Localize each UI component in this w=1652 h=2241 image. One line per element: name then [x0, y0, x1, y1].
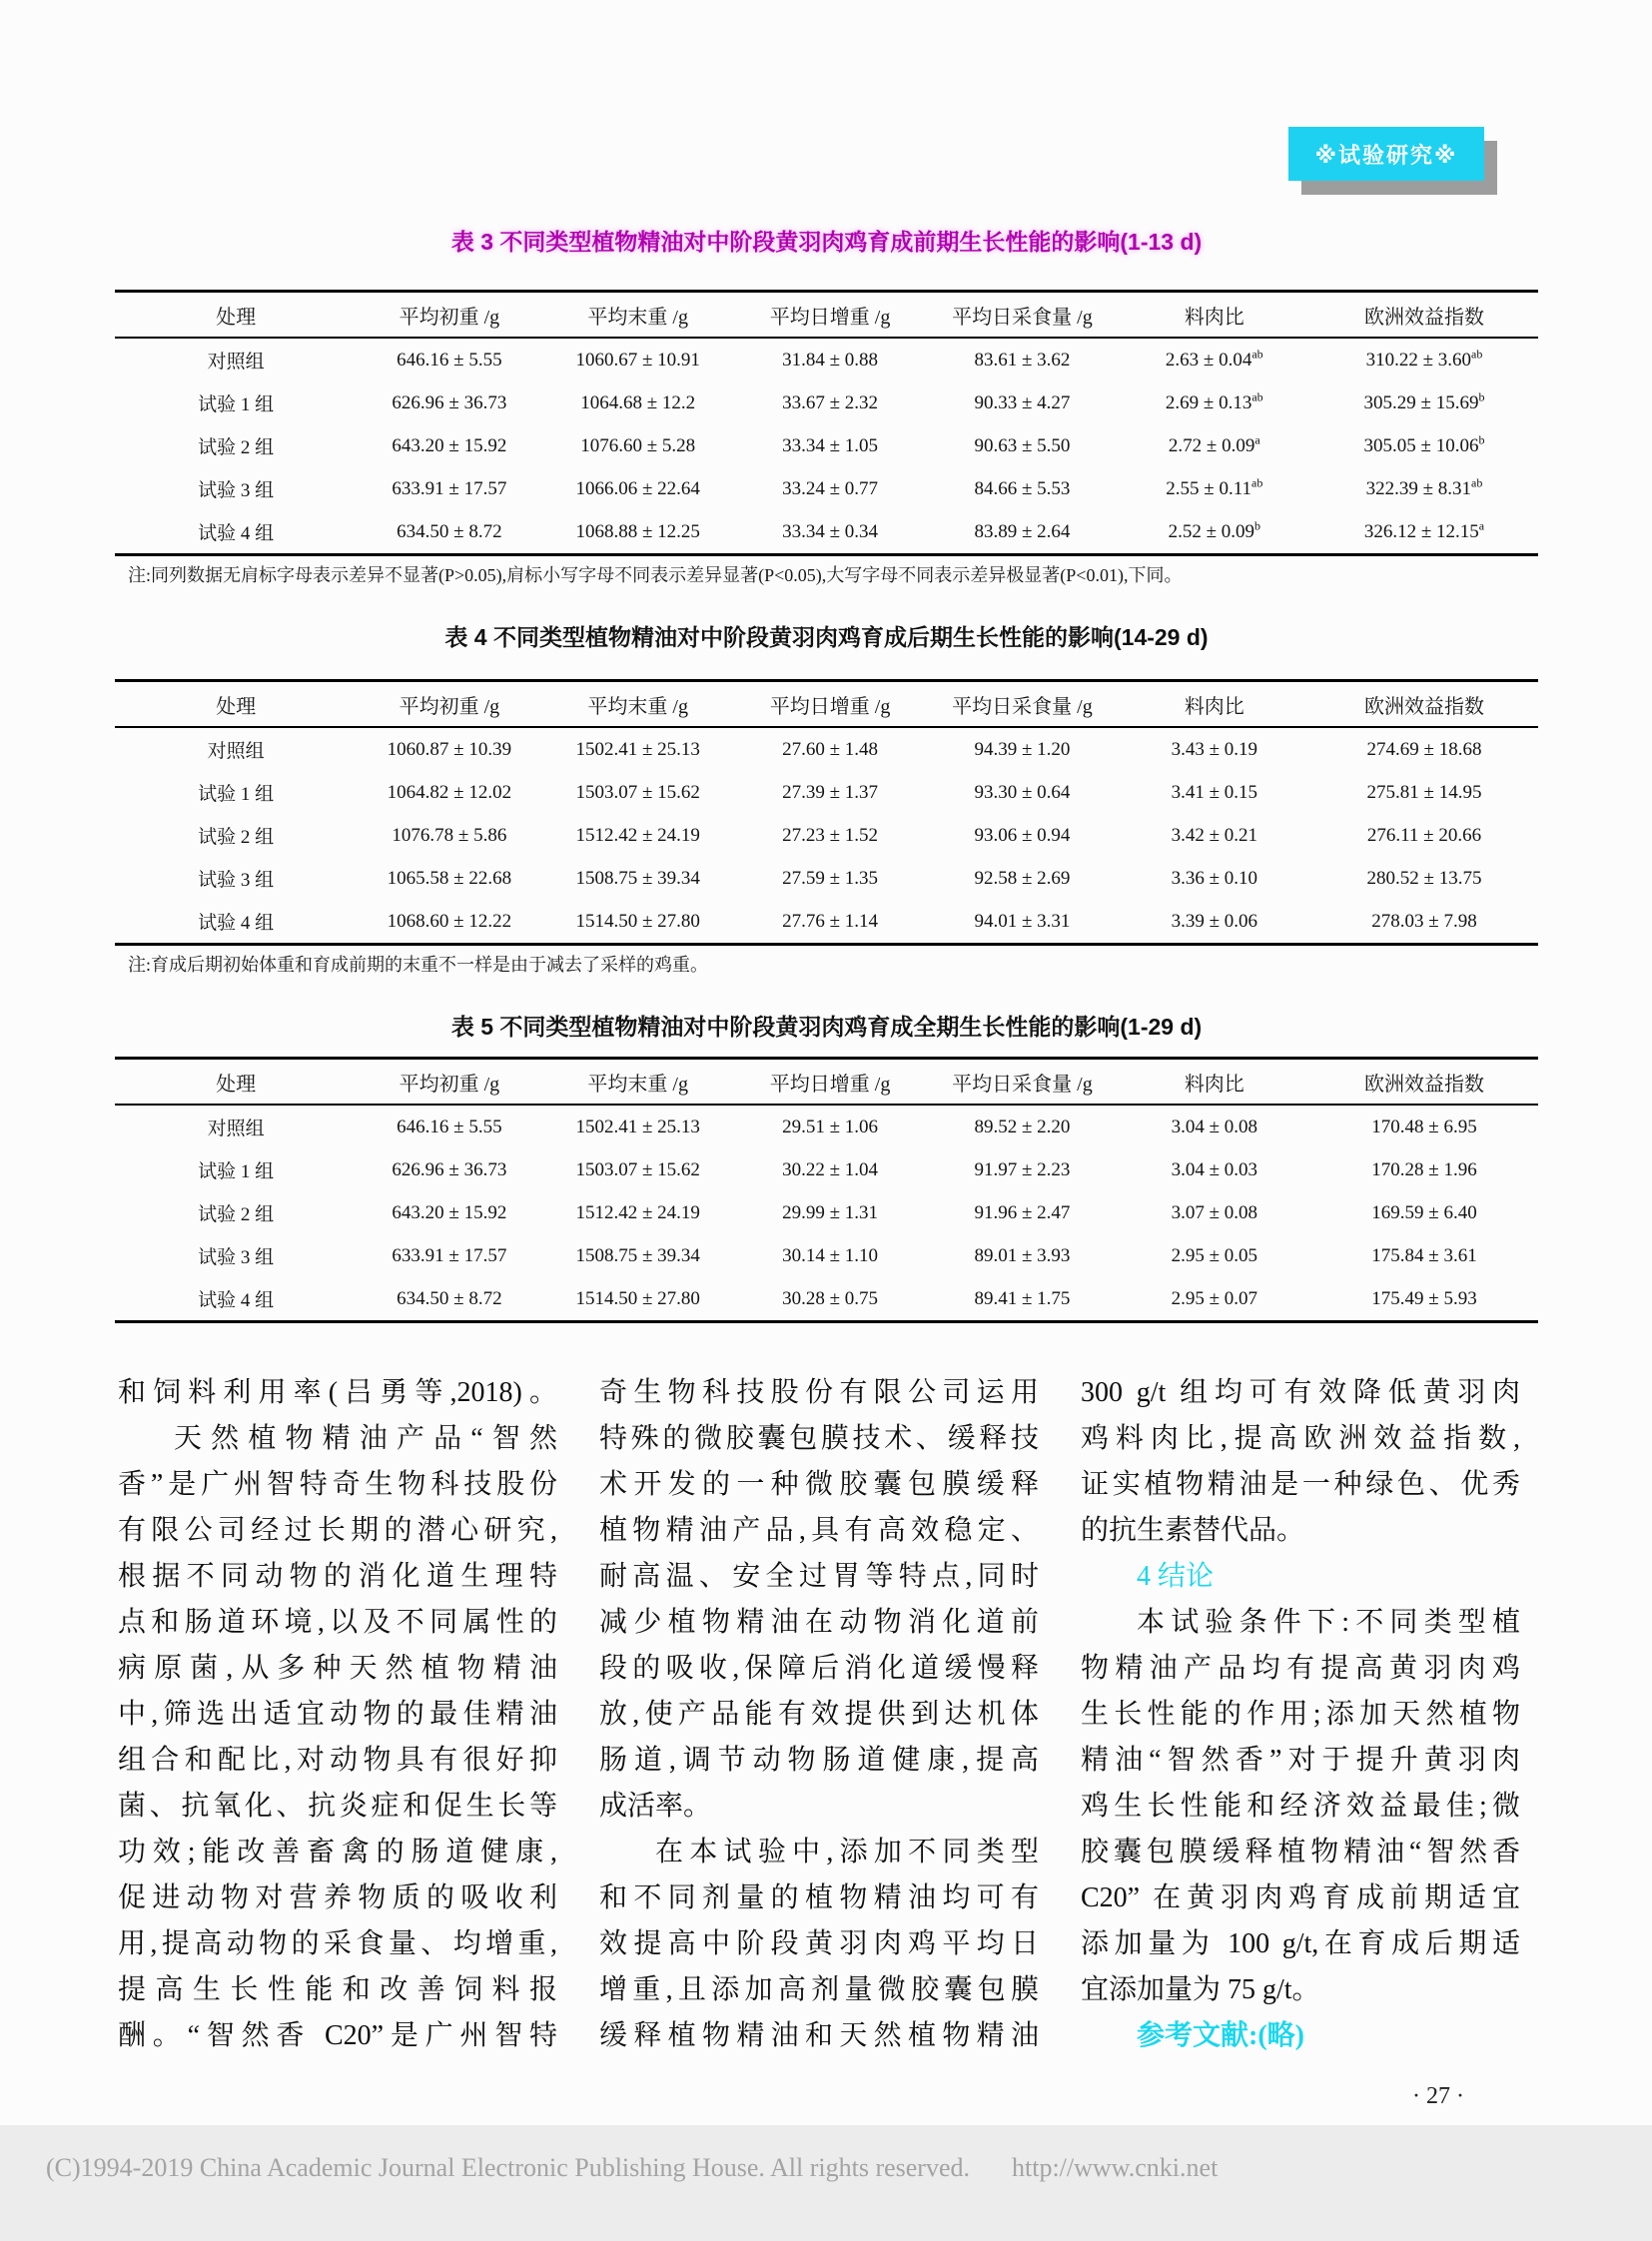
- body-line: 植物精油产品,具有高效稳定、: [599, 1515, 1039, 1546]
- body-line: 中,筛选出适宜动物的最佳精油: [118, 1699, 557, 1730]
- table-cell: 3.04 ± 0.03: [1171, 1158, 1258, 1180]
- table-cell: 试验 3 组: [198, 480, 275, 501]
- table-cell: 27.76 ± 1.14: [782, 910, 879, 932]
- table4-note: 注:育成后期初始体重和育成前期的末重不一样是由于减去了采样的鸡重。: [128, 955, 708, 975]
- table-cell: 275.81 ± 14.95: [1366, 781, 1482, 803]
- body-line: 香”是广州智特奇生物科技股份: [118, 1469, 557, 1500]
- table-cell: 1064.68 ± 12.2: [580, 391, 696, 413]
- body-line: 添加量为 100 g/t,在育成后期适: [1081, 1928, 1520, 1959]
- table-cell: 1502.41 ± 25.13: [575, 1116, 700, 1137]
- table-cell: 1068.88 ± 12.25: [575, 520, 700, 542]
- table3: [115, 290, 1538, 556]
- table-row: [115, 727, 1538, 771]
- column-header: 平均日增重 /g: [734, 1059, 926, 1106]
- footer-url: http://www.cnki.net: [1012, 2153, 1219, 2182]
- body-line: 组合和配比,对动物具有很好抑: [118, 1745, 557, 1776]
- section-heading: 参考文献:(略): [1137, 2020, 1304, 2051]
- table-cell: 1068.60 ± 12.22: [387, 910, 512, 932]
- table-cell: 2.63 ± 0.04$^{ab}$: [1165, 347, 1263, 371]
- body-line: 物精油产品均有提高黄羽肉鸡: [1081, 1653, 1520, 1684]
- copyright-text: (C)1994-2019 China Academic Journal Electronic Publishing House. All rights reserved.: [46, 2153, 970, 2182]
- table3-note: 注:同列数据无肩标字母表示差异不显著(P>0.05),肩标小写字母不同表示差异显著(P<0.05),大写字母不同表示差异极显著(P<0.01),下同。: [128, 565, 1183, 585]
- table-cell: 175.49 ± 5.93: [1371, 1287, 1477, 1309]
- table-row: [115, 467, 1538, 510]
- body-line: 精油“智然香”对于提升黄羽肉: [1081, 1745, 1520, 1776]
- table-cell: 试验 2 组: [198, 1204, 275, 1225]
- column-header: 料肉比: [1119, 292, 1310, 339]
- table-cell: 1508.75 ± 39.34: [575, 867, 700, 889]
- body-line: 耐高温、安全过胃等特点,同时: [599, 1561, 1039, 1592]
- table-cell: 1503.07 ± 15.62: [575, 1158, 700, 1180]
- table-cell: 89.52 ± 2.20: [974, 1116, 1071, 1137]
- table-cell: 1076.60 ± 5.28: [580, 434, 696, 456]
- table-cell: 33.34 ± 1.05: [782, 434, 879, 456]
- table-cell: 1502.41 ± 25.13: [575, 738, 700, 760]
- table-cell: 2.55 ± 0.11$^{ab}$: [1166, 475, 1263, 499]
- table-cell: 3.07 ± 0.08: [1171, 1201, 1258, 1223]
- body-line: 术开发的一种微胶囊包膜缓释: [599, 1469, 1039, 1500]
- table-cell: 93.06 ± 0.94: [974, 824, 1071, 846]
- column-header: 平均日采食量 /g: [926, 292, 1118, 339]
- body-line: 菌、抗氧化、抗炎症和促生长等: [118, 1791, 557, 1822]
- body-line: 成活率。: [599, 1791, 712, 1822]
- body-line: 促进动物对营养物质的吸收利: [118, 1882, 557, 1913]
- footer-band: [0, 2125, 1652, 2241]
- column-header: 平均初重 /g: [357, 292, 541, 339]
- table-cell: 646.16 ± 5.55: [397, 1116, 502, 1137]
- section-badge-label: ※试验研究※: [1314, 142, 1458, 168]
- table-cell: 634.50 ± 8.72: [397, 1287, 502, 1309]
- column-header: 欧洲效益指数: [1310, 292, 1538, 339]
- body-line: 病原菌,从多种天然植物精油: [118, 1653, 557, 1684]
- table-cell: 33.67 ± 2.32: [782, 391, 879, 413]
- table-row: [115, 338, 1538, 381]
- table-cell: 89.01 ± 3.93: [974, 1244, 1071, 1266]
- column-header: 处理: [115, 681, 357, 728]
- column-header: 平均日增重 /g: [734, 292, 926, 339]
- column-header: 平均日采食量 /g: [926, 1059, 1118, 1106]
- table-cell: 83.61 ± 3.62: [974, 349, 1071, 371]
- table-cell: 1065.58 ± 22.68: [387, 867, 512, 889]
- table-cell: 278.03 ± 7.98: [1371, 910, 1477, 932]
- table-cell: 3.04 ± 0.08: [1171, 1116, 1258, 1137]
- body-line: 和不同剂量的植物精油均可有: [599, 1882, 1039, 1913]
- table-cell: 试验 2 组: [198, 827, 275, 848]
- table-cell: 643.20 ± 15.92: [392, 1201, 507, 1223]
- body-line: 有限公司经过长期的潜心研究,: [118, 1515, 557, 1546]
- body-line: 提高生长性能和改善饲料报: [118, 1974, 557, 2005]
- body-line: 缓释植物精油和天然植物精油: [599, 2020, 1039, 2051]
- column-header: 欧洲效益指数: [1310, 1059, 1538, 1106]
- table-cell: 310.22 ± 3.60$^{ab}$: [1365, 347, 1483, 371]
- table-cell: 643.20 ± 15.92: [392, 434, 507, 456]
- table-header-row: [115, 681, 1538, 728]
- table-cell: 试验 4 组: [198, 1290, 275, 1311]
- table-cell: 1508.75 ± 39.34: [575, 1244, 700, 1266]
- table-cell: 3.42 ± 0.21: [1171, 824, 1258, 846]
- table-cell: 94.39 ± 1.20: [974, 738, 1071, 760]
- section-heading: 4 结论: [1137, 1561, 1215, 1592]
- table-row: [115, 1148, 1538, 1191]
- body-line: 的抗生素替代品。: [1081, 1515, 1305, 1546]
- section-badge: [1288, 127, 1484, 181]
- footer: [46, 2153, 1624, 2183]
- table-row: [115, 1234, 1538, 1277]
- table-cell: 27.39 ± 1.37: [782, 781, 879, 803]
- table-cell: 1060.67 ± 10.91: [575, 349, 700, 371]
- table-cell: 30.22 ± 1.04: [782, 1158, 879, 1180]
- table-cell: 试验 4 组: [198, 913, 275, 934]
- table-cell: 626.96 ± 36.73: [392, 1158, 507, 1180]
- table-cell: 29.99 ± 1.31: [782, 1201, 879, 1223]
- table-header-row: [115, 292, 1538, 339]
- body-line: 鸡生长性能和经济效益最佳;微: [1081, 1791, 1520, 1822]
- table-cell: 2.95 ± 0.07: [1171, 1287, 1258, 1309]
- table-cell: 169.59 ± 6.40: [1371, 1201, 1477, 1223]
- table-cell: 1076.78 ± 5.86: [392, 824, 507, 846]
- table5-title: 表 5 不同类型植物精油对中阶段黄羽肉鸡育成全期生长性能的影响(1-29 d): [450, 1014, 1203, 1040]
- page-number: · 27 ·: [1412, 2083, 1464, 2109]
- table5: [115, 1057, 1538, 1323]
- body-line: 特殊的微胶囊包膜技术、缓释技: [599, 1423, 1039, 1454]
- table-cell: 试验 1 组: [198, 1161, 275, 1182]
- table3-title: 表 3 不同类型植物精油对中阶段黄羽肉鸡育成前期生长性能的影响(1-13 d): [450, 229, 1203, 255]
- body-line: 减少植物精油在动物消化道前: [599, 1607, 1039, 1638]
- table-row: [115, 381, 1538, 424]
- table-row: [115, 900, 1538, 945]
- table-row: [115, 857, 1538, 900]
- table-cell: 1060.87 ± 10.39: [387, 738, 512, 760]
- table-cell: 2.52 ± 0.09$^b$: [1168, 518, 1261, 542]
- column-header: 欧洲效益指数: [1310, 681, 1538, 728]
- table-cell: 2.69 ± 0.13$^{ab}$: [1165, 389, 1263, 413]
- column-header: 平均初重 /g: [357, 681, 541, 728]
- table-cell: 对照组: [207, 352, 265, 373]
- table-cell: 305.05 ± 10.06$^b$: [1363, 432, 1485, 456]
- table-cell: 633.91 ± 17.57: [392, 477, 507, 499]
- table-cell: 27.59 ± 1.35: [782, 867, 879, 889]
- table-cell: 30.14 ± 1.10: [782, 1244, 879, 1266]
- table-cell: 2.95 ± 0.05: [1171, 1244, 1258, 1266]
- column-header: 平均末重 /g: [542, 681, 734, 728]
- table-cell: 276.11 ± 20.66: [1366, 824, 1482, 846]
- body-line: 300 g/t 组均可有效降低黄羽肉: [1081, 1377, 1520, 1408]
- body-line: 本试验条件下:不同类型植: [1137, 1607, 1520, 1638]
- table-header-row: [115, 1059, 1538, 1106]
- body-line: 酬。“智然香 C20”是广州智特: [118, 2020, 557, 2051]
- table-cell: 29.51 ± 1.06: [782, 1116, 879, 1137]
- table-cell: 试验 2 组: [198, 437, 275, 458]
- column-header: 平均末重 /g: [542, 1059, 734, 1106]
- body-line: 效提高中阶段黄羽肉鸡平均日: [599, 1928, 1039, 1959]
- body-line: 证实植物精油是一种绿色、优秀: [1081, 1469, 1520, 1500]
- table-cell: 170.48 ± 6.95: [1371, 1116, 1477, 1137]
- table-cell: 1512.42 ± 24.19: [575, 824, 700, 846]
- table-cell: 3.36 ± 0.10: [1171, 867, 1258, 889]
- table-cell: 1512.42 ± 24.19: [575, 1201, 700, 1223]
- table-cell: 1066.06 ± 22.64: [575, 477, 700, 499]
- table-cell: 27.23 ± 1.52: [782, 824, 879, 846]
- table-cell: 2.72 ± 0.09$^a$: [1168, 432, 1260, 456]
- body-line: 肠道,调节动物肠道健康,提高: [599, 1745, 1039, 1776]
- table-cell: 3.39 ± 0.06: [1171, 910, 1258, 932]
- body-line: 点和肠道环境,以及不同属性的: [118, 1607, 557, 1638]
- column-header: 平均日采食量 /g: [926, 681, 1118, 728]
- body-line: 功效;能改善畜禽的肠道健康,: [118, 1837, 557, 1868]
- body-line: 放,使产品能有效提供到达机体: [599, 1699, 1039, 1730]
- body-line: 鸡料肉比,提高欧洲效益指数,: [1081, 1423, 1520, 1454]
- body-line: 宜添加量为 75 g/t。: [1081, 1974, 1320, 2005]
- table-row: [115, 1105, 1538, 1148]
- table-cell: 170.28 ± 1.96: [1371, 1158, 1477, 1180]
- column-header: 料肉比: [1119, 1059, 1310, 1106]
- table-cell: 试验 4 组: [198, 523, 275, 544]
- body-line: 在本试验中,添加不同类型: [655, 1837, 1039, 1868]
- table-cell: 对照组: [207, 1119, 265, 1139]
- table-row: [115, 1191, 1538, 1234]
- body-line: 奇生物科技股份有限公司运用: [599, 1377, 1039, 1408]
- body-line: 增重,且添加高剂量微胶囊包膜: [599, 1974, 1039, 2005]
- table-row: [115, 1277, 1538, 1322]
- body-column-1: [118, 1370, 557, 2059]
- table-cell: 633.91 ± 17.57: [392, 1244, 507, 1266]
- body-column-2: [599, 1370, 1039, 2059]
- column-header: 处理: [115, 1059, 357, 1106]
- table-cell: 27.60 ± 1.48: [782, 738, 879, 760]
- body-line: C20” 在黄羽肉鸡育成前期适宜: [1081, 1882, 1520, 1913]
- table-cell: 31.84 ± 0.88: [782, 349, 879, 371]
- table-cell: 对照组: [207, 741, 265, 762]
- table4-title: 表 4 不同类型植物精油对中阶段黄羽肉鸡育成后期生长性能的影响(14-29 d): [444, 624, 1209, 650]
- table-row: [115, 814, 1538, 857]
- table-row: [115, 424, 1538, 467]
- body-column-3: [1081, 1370, 1520, 2059]
- table-cell: 1503.07 ± 15.62: [575, 781, 700, 803]
- table-cell: 634.50 ± 8.72: [397, 520, 502, 542]
- table-cell: 30.28 ± 0.75: [782, 1287, 879, 1309]
- body-line: 和饲料利用率(吕勇等,2018)。: [118, 1377, 557, 1408]
- column-header: 料肉比: [1119, 681, 1310, 728]
- table-cell: 93.30 ± 0.64: [974, 781, 1071, 803]
- table-cell: 91.97 ± 2.23: [974, 1158, 1071, 1180]
- table-cell: 322.39 ± 8.31$^{ab}$: [1365, 475, 1483, 499]
- body-line: 胶囊包膜缓释植物精油“智然香: [1081, 1837, 1520, 1868]
- table-cell: 91.96 ± 2.47: [974, 1201, 1071, 1223]
- body-line: 段的吸收,保障后消化道缓慢释: [599, 1653, 1039, 1684]
- table-cell: 1514.50 ± 27.80: [575, 910, 700, 932]
- table4: [115, 679, 1538, 946]
- column-header: 处理: [115, 292, 357, 339]
- table-cell: 90.33 ± 4.27: [974, 391, 1071, 413]
- table-cell: 89.41 ± 1.75: [974, 1287, 1071, 1309]
- table-cell: 646.16 ± 5.55: [397, 349, 502, 371]
- table-cell: 试验 1 组: [198, 394, 275, 415]
- table-cell: 90.63 ± 5.50: [974, 434, 1071, 456]
- body-line: 用,提高动物的采食量、均增重,: [118, 1928, 557, 1959]
- column-header: 平均初重 /g: [357, 1059, 541, 1106]
- table-cell: 92.58 ± 2.69: [974, 867, 1071, 889]
- table-cell: 33.34 ± 0.34: [782, 520, 879, 542]
- table-row: [115, 771, 1538, 814]
- table-cell: 94.01 ± 3.31: [974, 910, 1071, 932]
- table-cell: 试验 1 组: [198, 784, 275, 805]
- table-row: [115, 510, 1538, 555]
- table-cell: 280.52 ± 13.75: [1366, 867, 1482, 889]
- table-cell: 305.29 ± 15.69$^b$: [1363, 389, 1485, 413]
- table-cell: 33.24 ± 0.77: [782, 477, 879, 499]
- table-cell: 175.84 ± 3.61: [1371, 1244, 1477, 1266]
- body-line: 生长性能的作用;添加天然植物: [1081, 1699, 1520, 1730]
- table-cell: 3.43 ± 0.19: [1171, 738, 1258, 760]
- body-line: 天然植物精油产品“智然: [174, 1423, 557, 1454]
- table-cell: 试验 3 组: [198, 870, 275, 891]
- table-cell: 274.69 ± 18.68: [1366, 738, 1482, 760]
- column-header: 平均末重 /g: [542, 292, 734, 339]
- table-cell: 326.12 ± 12.15$^a$: [1363, 518, 1485, 542]
- table-cell: 84.66 ± 5.53: [974, 477, 1071, 499]
- table-cell: 试验 3 组: [198, 1247, 275, 1268]
- table-cell: 1514.50 ± 27.80: [575, 1287, 700, 1309]
- table-cell: 83.89 ± 2.64: [974, 520, 1071, 542]
- table-cell: 626.96 ± 36.73: [392, 391, 507, 413]
- body-line: 根据不同动物的消化道生理特: [118, 1561, 557, 1592]
- table-cell: 3.41 ± 0.15: [1171, 781, 1258, 803]
- table-cell: 1064.82 ± 12.02: [387, 781, 512, 803]
- column-header: 平均日增重 /g: [734, 681, 926, 728]
